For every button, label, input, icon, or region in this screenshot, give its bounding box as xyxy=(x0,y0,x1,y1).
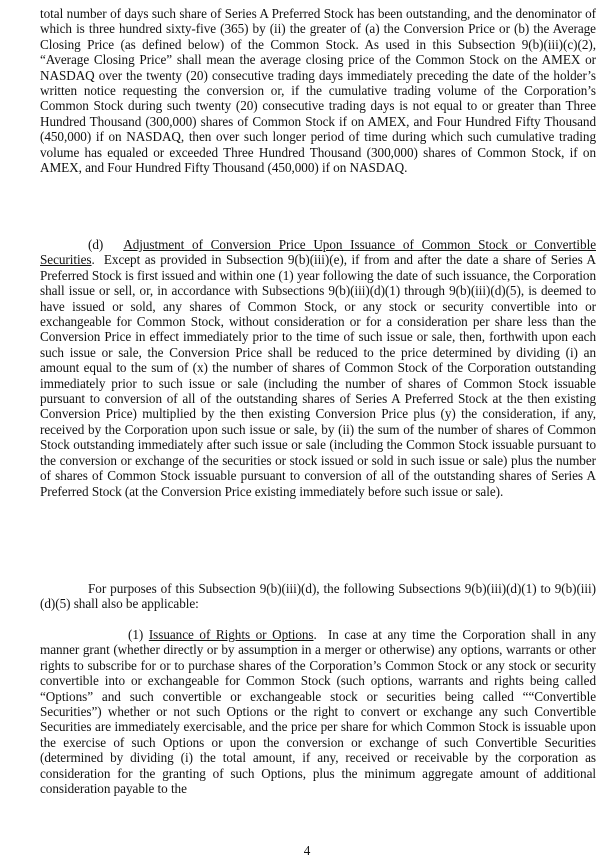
page-number: 4 xyxy=(303,843,311,858)
subsection-marker-1: (1) xyxy=(128,627,144,642)
subsection-heading-end-1: . xyxy=(313,627,317,642)
paragraph-applicable-subsections: For purposes of this Subsection 9(b)(iii)(d), the following Subsections 9(b)(iii)(d)(1) to 9(b)(iii)(d)(5) shall also be applicable: xyxy=(40,581,596,612)
subsection-body-d: Except as provided in Subsection 9(b)(iii)(e), if from and after the date a share of Series A Preferred Stock is first issued and within one (1) year following the date of such issuance, the Corporation shall issue or sell, or, in accordance with Subsections 9(b)(iii)(d)(1) through 9(b)(iii)(d)(5), is deemed to have issued or sold, any shares of Common Stock, or any stock or security convertible into or exchangeable for Common Stock, without consideration or for a consideration per share less than the Conversion Price in effect immediately prior to the time of such issue or sale, then, forthwith upon each such issue or sale, the Conversion Price shall be reduced to the price determined by dividing (i) an amount equal to the sum of (x) the number of shares of Common Stock of the Corporation outstanding immediately prior to such issue or sale (including the number of shares of Common Stock issuable pursuant to conversion of all of the outstanding shares of Series A Preferred Stock at the then existing Conversion Price) multiplied by the then existing Conversion Price plus (y) the consideration, if any, received by the Corporation upon such issue or sale, by (ii) the sum of the number of shares of Common Stock outstanding immediately after such issue or sale (including the Common Stock issuable pursuant to the conversion or exchange of the securities or stock issued or sold in such issue or sale) plus the number of shares of Common Stock issuable pursuant to conversion of all of the outstanding shares of Series A Preferred Stock (at the Conversion Price existing immediately before such issue or sale). xyxy=(40,252,596,499)
subsection-heading-1: Issuance of Rights or Options xyxy=(148,627,314,642)
subsection-heading-d: Adjustment of Conversion Price Upon Issuance of Common Stock or Convertible Securities xyxy=(40,237,596,268)
subsection-heading-end-d: . xyxy=(91,252,95,268)
paragraph-issuance-of-rights xyxy=(40,627,596,796)
paragraph-adjustment-conversion-price xyxy=(40,237,596,499)
subsection-marker-d: (d) xyxy=(88,237,104,252)
paragraph-average-closing-price: total number of days such share of Series A Preferred Stock has been outstanding, and the denominator of which is three hundred sixty-five (365) by (ii) the greater of (a) the Conversion Price or (b) the Average Closing Price (as defined below) of the Common Stock. As used in this Subsection 9(b)(iii)(c)(2), “Average Closing Price” shall mean the average closing price of the Common Stock on the AMEX or NASDAQ over the twenty (20) consecutive trading days immediately preceding the date of the holder’s written notice requesting the conversion or, if the cumulative trading volume of the Corporation’s Common Stock during such twenty (20) consecutive trading days is not equal to or greater than Three Hundred Thousand (300,000) shares of Common Stock if on AMEX, and Four Hundred Fifty Thousand (450,000) if on NASDAQ, then over such longer period of time during which such cumulative trading volume has equaled or exceeded Three Hundred Thousand (300,000) shares of Common Stock, if on AMEX, and Four Hundred Fifty Thousand (450,000) if on NASDAQ. xyxy=(40,6,596,176)
subsection-body-1: In case at any time the Corporation shall in any manner grant (whether directly or by assumption in a merger or otherwise) any options, warrants or other rights to subscribe for or to purchase shares of the Corporation’s Common Stock or any stock or security convertible into or exchangeable for Common Stock (such options, warrants and rights being called “Options” and such convertible or exchangeable stock or securities being called ““Convertible Securities”) whether or not such Options or the right to convert or exchange any such Convertible Securities are immediately exercisable, and the price per share for which Common Stock is issuable upon the exercise of such Options or upon the conversion or exchange of such Convertible Securities (determined by dividing (i) the total amount, if any, received or receivable by the corporation as consideration for the granting of such Options, plus the minimum aggregate amount of additional consideration payable to the xyxy=(40,627,597,797)
